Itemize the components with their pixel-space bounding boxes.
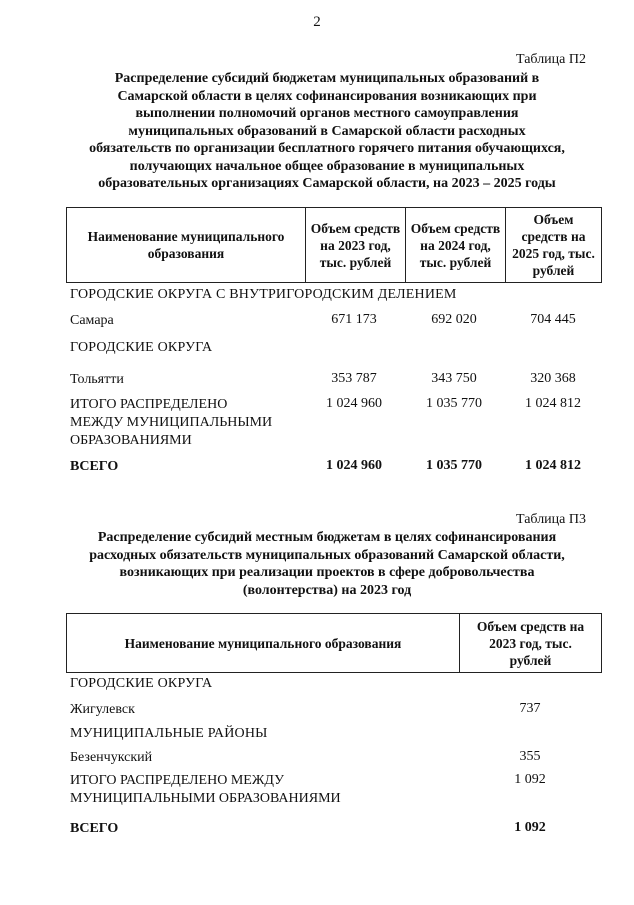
table-p2-row-name-itogo — [70, 396, 272, 450]
table-p2-title — [60, 70, 594, 193]
table-p3-row-name-bezenchuk: Безенчукский — [70, 750, 153, 765]
table-p2-samara-2023: 671 173 — [331, 312, 377, 327]
table-p3-title-line: Распределение субсидий местным бюджетам в целях софинансирования — [97, 530, 557, 545]
table-p3-zhigulevsk-2023: 737 — [519, 701, 541, 716]
table-p2-itogo-2023: 1 024 960 — [326, 396, 382, 411]
table-p3-title-line: расходных обязательств муниципальных образований Самарской области, — [89, 547, 565, 563]
table-p2-row-name-togliatti: Тольятти — [70, 372, 124, 387]
table-p3-title-line: (волонтерства) на 2023 год — [242, 582, 412, 598]
table-p2-itogo-2025: 1 024 812 — [525, 396, 581, 411]
table-p3-section-urban-districts: ГОРОДСКИЕ ОКРУГА — [70, 676, 213, 691]
table-p2-total-2025: 1 024 812 — [525, 458, 581, 473]
table-p2-row-name-samara: Самара — [70, 313, 114, 328]
table-p2-itogo-line: ОБРАЗОВАНИЯМИ — [70, 433, 192, 448]
table-p3-itogo-2023: 1 092 — [514, 772, 546, 787]
table-p3-bezenchuk-2023: 355 — [519, 749, 541, 764]
table-p2-label: Таблица П2 — [516, 52, 586, 67]
table-p2-header-name: Наименование муниципального образования — [87, 229, 285, 261]
table-p2-title-line: Распределение субсидий бюджетам муниципальных образований в — [114, 71, 540, 86]
table-p2-row-name-total: ВСЕГО — [70, 459, 119, 474]
table-p2-section-urban-districts: ГОРОДСКИЕ ОКРУГА — [70, 340, 213, 355]
table-p3-label: Таблица П3 — [516, 512, 586, 527]
table-p2-title-line: образовательных организациях Самарской области, на 2023 – 2025 годы — [98, 176, 556, 191]
table-p2-samara-2024: 692 020 — [431, 312, 477, 327]
table-p3-title — [40, 529, 614, 599]
table-p2-samara-2025: 704 445 — [530, 312, 576, 327]
table-p2-total-2024: 1 035 770 — [426, 458, 482, 473]
table-p2-title-line: обязательств по организации бесплатного горячего питания обучающихся, — [89, 141, 565, 156]
table-p3-total-2023: 1 092 — [514, 820, 546, 835]
table-p2-header-2024: Объем средств на 2024 год, тыс. рублей — [405, 208, 505, 282]
table-p2-section-urban-districts-division: ГОРОДСКИЕ ОКРУГА С ВНУТРИГОРОДСКИМ ДЕЛЕНИЕМ — [70, 287, 457, 302]
table-p2-header — [66, 207, 602, 283]
table-p3-row-name-total: ВСЕГО — [70, 821, 119, 836]
table-p3-row-name-zhigulevsk: Жигулевск — [70, 702, 135, 717]
table-p2-togliatti-2025: 320 368 — [530, 371, 576, 386]
table-p2-itogo-line: ИТОГО РАСПРЕДЕЛЕНО — [70, 397, 228, 412]
table-p3-itogo-line: ИТОГО РАСПРЕДЕЛЕНО МЕЖДУ — [70, 773, 284, 788]
table-p3-header-2023: Объем средств на 2023 год, тыс. рублей — [459, 614, 601, 672]
table-p3-header-name: Наименование муниципального образования — [124, 635, 402, 651]
page-number: 2 — [313, 14, 321, 30]
table-p2-total-2023: 1 024 960 — [326, 458, 382, 473]
table-p3-itogo-line: МУНИЦИПАЛЬНЫМИ ОБРАЗОВАНИЯМИ — [70, 791, 341, 806]
table-p3-row-name-itogo — [70, 772, 341, 808]
table-p3-title-line: возникающих при реализации проектов в сфере добровольчества — [119, 565, 535, 580]
table-p2-header-2023: Объем средств на 2023 год, тыс. рублей — [305, 208, 405, 282]
table-p2-togliatti-2023: 353 787 — [331, 371, 377, 386]
table-p2-title-line: получающих начальное общее образование в муниципальных — [129, 158, 525, 174]
table-p3-header — [66, 613, 602, 673]
table-p2-title-line: Самарской области в целях софинансирования возникающих при — [117, 88, 537, 104]
table-p3-section-municipal-districts: МУНИЦИПАЛЬНЫЕ РАЙОНЫ — [70, 726, 268, 741]
table-p2-itogo-2024: 1 035 770 — [426, 396, 482, 411]
table-p2-itogo-line: МЕЖДУ МУНИЦИПАЛЬНЫМИ — [70, 415, 273, 430]
table-p2-title-line: выполнении полномочий органов местного самоуправления — [135, 106, 519, 121]
table-p2-togliatti-2024: 343 750 — [431, 371, 477, 386]
table-p2-title-line: муниципальных образований в Самарской области расходных — [128, 123, 526, 139]
table-p2-header-2025: Объем средств на 2025 год, тыс. рублей — [505, 208, 601, 282]
